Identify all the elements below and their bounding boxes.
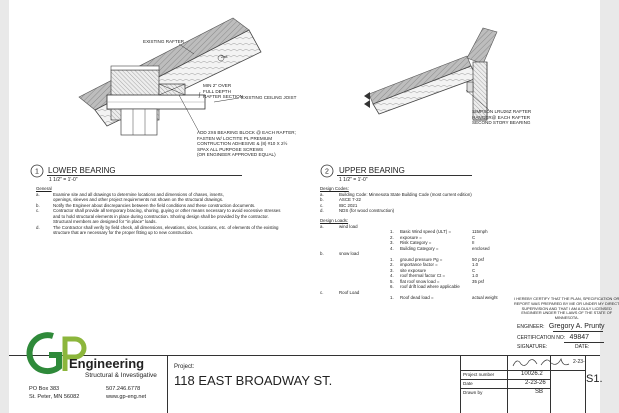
signature-mark [507,355,585,370]
certification-text: I HEREBY CERTIFY THAT THE PLAN, SPECIFICATION OR REPORT WAS PREPARED BY ME OR UNDER MY DIRECT SUPERVISION AND THAT I AM A DULY LICENSED ENGINEER UNDER THE LAWS OF THE STATE OF MINNESOTA. [514,296,619,321]
svg-text:Gregory A Prunty [513,366,536,370]
design-loads: Design Loads: a. wind load 1. Basic Wind speed (ULT) = 115mph 2. exposure = C 3. Risk Category = II 4. Building Category = enclosed b. snow load 1. ground pressure Pg = 50 psf 2. importance factor = 1.0 3. site exposure C 4. roof thermal factor Ct = 1.0 5. flat roof snow load = 35 psf 6. roof drift load where applicable c. Roof Load 1. Roof dead load = actual weight [320,218,498,300]
code-item: a. Building Code: Minnesota State Building Code (most current edition) [320,191,472,197]
project-number-label: Project number [463,372,495,377]
callout-min-over: MIN 2" OVER FULL DEPTH RAFTER SECTION [203,83,244,100]
engineer-name: Gregory A. Prunty [548,323,605,330]
cert-number: 49847 [569,334,590,341]
detail1-title: LOWER BEARING [48,166,116,175]
detail-number: 2 [325,168,329,176]
project-label: Project: [174,364,195,370]
general-notes [36,186,280,236]
load-row: 2. importance factor = 1.0 [390,262,479,267]
detail1-scale: 1 1/2" = 1'-0" [49,177,78,183]
load-row: 4. Building Category = enclosed [390,245,490,251]
detail-number: 1 [35,168,39,176]
load-row: 1. ground pressure Pg = 50 psf [390,256,484,262]
general-item: a. Examine site and all drawings to determine locations and dimensions of chases, inserts, openings, sleeves and other project requirements not shown on the structural drawings. [36,191,224,202]
project-name: 118 EAST BROADWAY ST. [174,373,333,388]
load-row: 1. Roof dead load = actual weight [390,295,498,300]
code-item: d. NDS (for wood construction) [320,208,395,213]
callout-rafter-tag: 2x8 [221,54,228,59]
project-date: 2-23-26 [525,380,546,386]
detail-marker-2 [320,164,334,178]
callout-existing-rafter: EXISTING RAFTER [143,39,185,44]
load-row: 2. exposure = C [390,234,476,240]
drawing-sheet [9,0,619,413]
detail2-scale: 1 1/2" = 1'-0" [339,177,368,183]
project-number: 10026.2 [521,371,543,377]
project-date-label: Date [463,381,473,386]
company-address: PO Box 383 St. Peter, MN 56082 [29,386,80,400]
load-row: 4. roof thermal factor Ct = 1.0 [390,273,479,278]
load-row: 5. flat roof snow load = 35 psf [390,278,484,284]
code-item: b. ASCE 7-22 [320,197,361,202]
sheet-number: S1. [586,373,603,385]
company-tagline: Structural & Investigative [85,372,157,379]
upper-steep-roof [467,28,497,64]
general-heading: General [36,186,52,191]
company-name: Engineering [69,356,145,371]
detail2-title: UPPER BEARING [339,166,405,175]
website-link[interactable]: www.gp-eng.net [106,394,147,400]
date-label: DATE: [575,344,590,350]
lower-bearing-detail [9,0,600,170]
load-row: 3. Risk Category = II [390,240,475,245]
callout-bearing-block: ADD 2X6 BEARING BLOCK @ EACH RAFTER; FASTEN W/ LOCTITE PL PREMIUM CONTRUCTION ADHESIVE & (8) #10 X 2½ SPAX ALL PURPOSE SCREWS (OR ENGINEER APPROVED EQUAL) [197,130,296,158]
general-item: d. The Contractor shall verify by field check, all dimensions, elevations, sizes, locations, etc. of elements of the existing structure that are necessary for the proper fitting up to new construction. [36,224,279,235]
callout-rafter-hanger: SIMPSON LRU26Z RAFTER HANGER@ EACH RAFTER SECOND STORY BEARING [472,109,532,126]
load-row: 1. Basic Wind speed (ULT) = 115mph [390,229,488,234]
load-row: 3. site exposure C [390,267,476,273]
load-row: 6. roof drift load where applicable [390,284,460,289]
signature-label: SIGNATURE: [517,344,548,350]
general-item: b. Notify the Engineer about discrepancies between the field conditions and these construction documents. [36,202,256,208]
general-item: c. Contractor shall provide all temporary bracing, shoring, guying or other means necessary to avoid excessive stresses and to hold structural elements in place during construction. Shoring design shall be provided by the contractor. Structural members are designed for "in place" loads. [36,208,281,224]
callout-ceiling-joist: EXISTING CEILING JOIST [241,95,297,100]
cert-row: CERTIFICATION NO: 49847 [517,334,590,341]
detail-marker-1 [30,164,44,178]
drawn-by: SB [535,389,544,395]
drawn-by-label: Drawn by [463,390,483,395]
code-item: c. IBC 2021 [320,202,358,208]
company-contact: 507.246.6778 www.gp-eng.net [106,386,147,400]
section-arrow-icon [364,92,370,100]
rafter-hanger [467,82,473,92]
design-codes: Design Codes: a. Building Code: Minnesota State Building Code (most current edition) b. ASCE 7-22 c. IBC 2021 d. NDS (for wood construction) [320,186,472,213]
engineer-row: ENGINEER: Gregory A. Prunty [517,323,605,330]
svg-text:2-23-: 2-23- [573,359,585,365]
